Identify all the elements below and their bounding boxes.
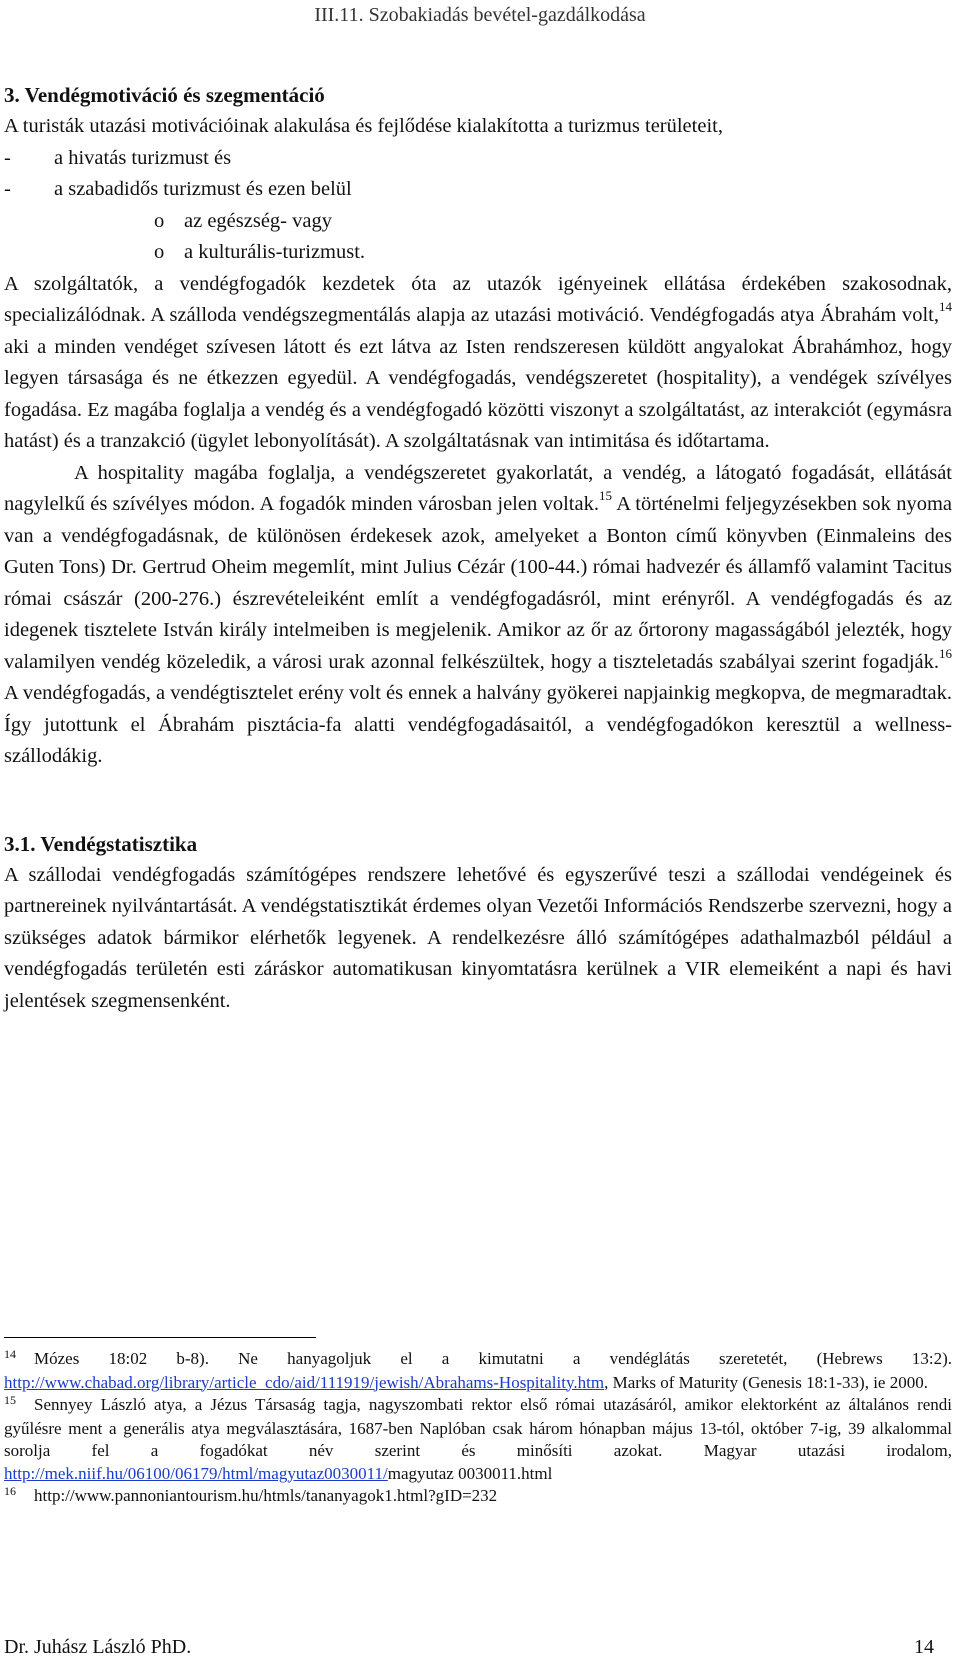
subsection-heading: 3.1. Vendégstatisztika: [4, 831, 198, 856]
intro-paragraph: A turisták utazási motivációinak alakulása és fejlődése kialakította a turizmus területeit,: [4, 115, 723, 137]
footnote-ref[interactable]: 14: [939, 299, 952, 315]
footnote: $^{14}$ Mózes 18:02 b-8). Ne hanyagoljuk el a kimutatni a vendéglátás szeretetét, (Hebrews 13:2). http://www.chabad.org/library/article_cdo/aid/111919/jewish/Abrahams-Hospitality.htm, Marks of Maturity (Genesis 18:1-33), ie 2000.: [4, 1347, 952, 1392]
page-number: 14: [914, 1636, 934, 1658]
circle-marker: o: [154, 241, 165, 263]
body-paragraph: A hospitality magába foglalja, a vendégszeretet gyakorlatát, a vendég, a látogató fogadását, ellátását nagylelkű és szívélyes módon. A fogadók minden városban jelen voltak.$^{15}$ A történelmi feljegyzésekben sok nyoma van a vendégfogadásnak, de különösen érdekesek azok, amelyeket a Bonton című könyvben (Einmaleins des Guten Tons) Dr. Gertrud Oheim megemlít, mint Julius Cézár (100-44.) római hadvezér és államfő valamint Tacitus római császár (200-276.) észrevételeiként említ a vendégfogadásról, mint erényről. A vendégfogadás és az idegenek tisztelete István király intelmeiben is megjelenik. Amikor az őr az őrtorony magasságából jelezték, hogy valamilyen vendég közeledik, a városi urak azonnal felkészültek, hogy a tiszteletadás szabályai szerint fogadják.$^{16}$ A vendégfogadás, a vendégtisztelet erény volt és ennek a halvány gyökerei napjainkig megkopva, de megmaradtak. Így jutottunk el Ábrahám pisztácia-fa alatti vendégfogadásaitól, a vendégfogadókon keresztül a wellness-szállodákig.: [4, 461, 952, 767]
section-heading: 3. Vendégmotiváció és szegmentáció: [4, 83, 325, 107]
list-item: o a kulturális-turizmust.: [4, 237, 952, 269]
body-paragraph: A szállodai vendégfogadás számítógépes rendszere lehetővé és egyszerűvé teszi a szállodai vendégeinek és partnereinek nyilvántartását. A vendégstatisztikát érdemes olyan Vezetői Információs Rendszerbe szervezni, hogy a szükséges adatok bármikor elérhetők legyenek. A rendelkezésre álló számítógépes adathalmazból például a vendégfogadás területén esti záráskor automatikusan kinyomtatásra kerülnek a VIR elemeiként a napi és havi jelentések szegmensenként.: [4, 863, 952, 1012]
footnote-link[interactable]: http://mek.niif.hu/06100/06179/html/magyutaz0030011/: [4, 1463, 388, 1483]
tourism-types-list: [4, 143, 952, 206]
running-header: III.11. Szobakiadás bevétel-gazdálkodása: [314, 4, 646, 26]
footer-author: Dr. Juhász László PhD.: [4, 1636, 192, 1658]
main-content: [4, 80, 952, 1017]
footnote: $^{16}$ http://www.pannoniantourism.hu/htmls/tananyagok1.html?gID=232: [4, 1484, 498, 1505]
footnote-separator: [4, 1337, 316, 1338]
dash-marker: -: [4, 178, 11, 200]
circle-marker: o: [154, 209, 165, 232]
list-item: o az egészség- vagy: [4, 206, 952, 238]
body-paragraph: A szolgáltatók, a vendégfogadók kezdetek óta az utazók igényeinek ellátása érdekében szakosodnak, specializálódnak. A szálloda vendégszegmentálás alapja az utazási motiváció. Vendégfogadás atya Ábrahám volt,$^{14}$ aki a minden vendéget szívesen látott és ezt látva az Isten rendszeresen küldött angyalokat Ábrahámhoz, hogy legyen társasága és ne étkezzen egyedül. A vendégfogadás, vendégszeretet (hospitality), a vendégek szívélyes fogadása. Ez magába foglalja a vendég és a vendégfogadó közötti viszonyt a szolgáltatást, az interakciót (egymásra hatást) és a tranzakció (ügylet lebonyolítását). A szolgáltatásnak van intimitása és időtartama.: [4, 272, 952, 452]
footnote-ref[interactable]: 16: [939, 645, 952, 661]
footnote-link[interactable]: http://www.chabad.org/library/article_cdo/aid/111919/jewish/Abrahams-Hospitality.htm: [4, 1372, 605, 1392]
list-item: - a szabadidős turizmust és ezen belül: [4, 174, 952, 206]
footnotes: [4, 1348, 952, 1509]
footnote-ref[interactable]: 15: [598, 488, 612, 504]
list-item: - a hivatás turizmust és: [4, 143, 952, 175]
leisure-subtypes-list: [4, 206, 952, 269]
dash-marker: -: [4, 146, 11, 169]
footnote: $^{15}$ Sennyey László atya, a Jézus Társaság tagja, nagyszombati rektor első római utazásáról, amikor elektorként az általános rendi gyűlésre ment a generális atya megválasztására, 1687-ben Naplóban csak három hónapban május 13-tól, október 7-ig, 39 alkalommal sorolja fel a fogadókat név szerint és minősíti azokat. Magyar utazási irodalom, http://mek.niif.hu/06100/06179/html/magyutaz0030011/magyutaz 0030011.html: [4, 1393, 952, 1483]
